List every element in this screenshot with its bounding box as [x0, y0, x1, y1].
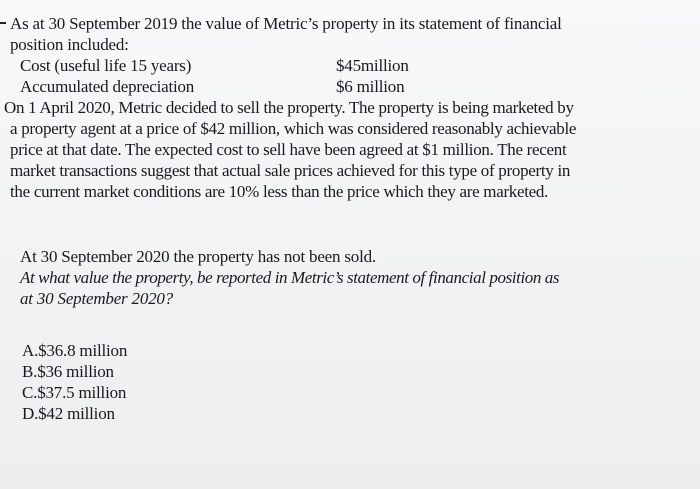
question-line-1: At what value the property, be reported in Metric’s statement of financial position as: [20, 268, 560, 287]
paragraph-line-5: the current market conditions are 10% less than the price which they are marketed.: [10, 182, 549, 201]
list-dash: [0, 22, 6, 24]
paragraph-line-3: price at that date. The expected cost to sell have been agreed at $1 million. The recent: [10, 140, 567, 159]
intro-line-1: As at 30 September 2019 the value of Metric’s property in its statement of financial: [10, 14, 562, 33]
cost-value: $45million: [336, 56, 409, 75]
depreciation-value: $6 million: [336, 77, 405, 96]
cost-label: Cost (useful life 15 years): [20, 56, 192, 75]
depreciation-label: Accumulated depreciation: [20, 77, 195, 96]
status-line: At 30 September 2020 the property has not been sold.: [20, 247, 376, 266]
question-line-2: at 30 September 2020?: [20, 289, 174, 308]
paragraph-line-1: On 1 April 2020, Metric decided to sell the property. The property is being marketed by: [4, 98, 574, 117]
paragraph-line-4: market transactions suggest that actual sale prices achieved for this type of property in: [10, 161, 571, 180]
option-c: C.$37.5 million: [22, 383, 127, 402]
option-a: A.$36.8 million: [22, 341, 128, 360]
paragraph-line-2: a property agent at a price of $42 million, which was considered reasonably achievable: [10, 119, 577, 138]
option-b: B.$36 million: [22, 362, 114, 381]
intro-line-2: position included:: [10, 35, 129, 54]
option-d: D.$42 million: [22, 404, 115, 423]
